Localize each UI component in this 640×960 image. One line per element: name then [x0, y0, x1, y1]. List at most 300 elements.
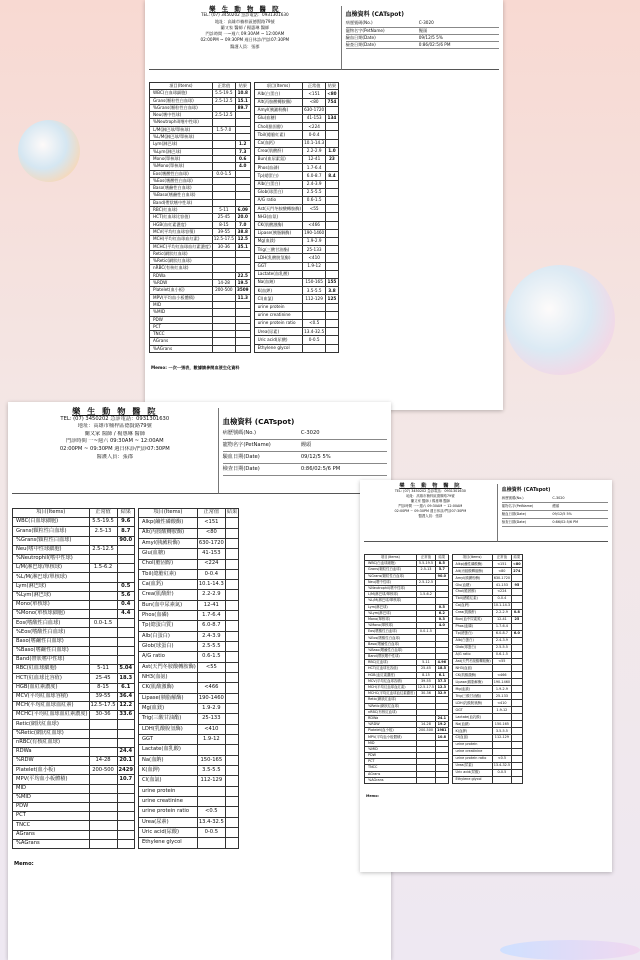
test-item-name: Lactate(血乳酸): [138, 745, 197, 755]
table-row: [254, 328, 338, 336]
reference-range: 112-129: [492, 735, 511, 742]
hospital-info: [12, 408, 218, 494]
report-title: [223, 418, 387, 426]
test-result-value: [326, 213, 338, 221]
test-item-name: GGT: [452, 707, 492, 714]
test-result-value: [326, 229, 338, 237]
table-row: [452, 595, 522, 602]
reference-range: 0-0.5: [197, 828, 225, 838]
patient-fields: [502, 495, 608, 527]
test-item-name: Bun(血尿素氮): [254, 155, 302, 163]
patient-field-label: 寵物名字(PetName): [222, 441, 271, 448]
test-result-value: <80: [326, 90, 338, 98]
test-result-value: [225, 786, 238, 796]
hospital-hours: 門診時間 一~週六 09:30AM ~ 12:00AM: [66, 438, 164, 445]
test-result-value: 90.0: [436, 573, 448, 579]
test-result-value: [512, 623, 523, 630]
patient-field-label: 檢查日期(Date): [501, 520, 527, 524]
reference-range: 1.7-6.4: [492, 623, 511, 630]
test-result-value: 4.0: [436, 623, 448, 629]
reference-range: [303, 303, 326, 311]
reference-range: [492, 748, 511, 755]
test-item-name: MID: [150, 301, 213, 308]
table-row: [13, 628, 135, 637]
table-row: [13, 573, 135, 582]
test-result-value: [117, 793, 134, 802]
reference-range: 630-1720: [197, 538, 225, 548]
test-result-value: [225, 652, 238, 662]
reference-range: [197, 838, 225, 849]
table-row: [254, 147, 338, 155]
test-result-value: [225, 569, 238, 579]
table-row: [254, 344, 338, 352]
test-item-name: urine creatinine: [452, 748, 492, 755]
test-item-name: Tbil(總膽紅素): [138, 569, 197, 579]
test-result-value: 6.1: [117, 683, 134, 692]
table-row: [13, 711, 135, 720]
table-row: [452, 686, 522, 693]
test-item-name: Platelet(血小板): [365, 728, 417, 734]
test-item-name: Alkp(鹼性磷酸酶): [138, 518, 197, 528]
table-row: [150, 119, 251, 126]
table-row: [452, 735, 522, 742]
test-item-name: Phos(血磷): [452, 623, 492, 630]
test-result-value: [512, 762, 523, 769]
test-result-value: [225, 838, 238, 849]
test-result-value: [326, 319, 338, 327]
reference-range: 1.9-2.9: [303, 237, 326, 245]
chemistry-table: [452, 554, 523, 784]
table-row: [138, 621, 238, 631]
patient-field-label: 病歷號碼(No.): [501, 496, 524, 500]
reference-range: 13.4-32.5: [303, 328, 326, 336]
test-item-name: MPV(平均血小板體積): [150, 294, 213, 301]
patient-field-value: 饅頭: [552, 504, 560, 508]
table-row: [452, 623, 522, 630]
reference-range: <224: [303, 123, 326, 131]
test-result-value: 24.4: [117, 747, 134, 756]
test-item-name: Crea(肌酸酐): [452, 609, 492, 616]
test-item-name: urine protein ratio: [138, 807, 197, 817]
reference-range: [89, 582, 117, 591]
test-result-value: [235, 265, 250, 272]
test-result-value: 20.1: [117, 757, 134, 766]
reference-range: 1.5-6.2: [416, 592, 435, 598]
table-row: [138, 838, 238, 849]
table-row: [13, 830, 135, 839]
reference-range: [197, 786, 225, 796]
table-row: [254, 114, 338, 122]
patient-field-label: 病歷號碼(No.): [222, 429, 256, 436]
test-result-value: [326, 311, 338, 319]
table-row: [150, 294, 251, 301]
test-result-value: [225, 683, 238, 693]
test-item-name: %Lym(淋巴球): [13, 591, 90, 600]
test-result-value: 6.0: [512, 630, 523, 637]
test-item-name: HCT(紅血球比容值): [365, 666, 417, 672]
test-item-name: Neu(嗜中性球): [365, 579, 417, 585]
test-item-name: L/M(淋巴球/單核球): [13, 564, 90, 573]
test-result-value: [512, 575, 523, 582]
reference-range: [212, 316, 235, 323]
test-result-value: [326, 328, 338, 336]
table-row: [138, 745, 238, 755]
table-row: [138, 549, 238, 559]
reference-range: <80: [197, 528, 225, 538]
test-item-name: Cl(血氯): [138, 776, 197, 786]
test-result-value: 125: [326, 295, 338, 303]
test-result-value: [326, 205, 338, 213]
test-item-name: Crea(肌酸酐): [254, 147, 302, 155]
table-row: [254, 319, 338, 327]
patient-field-row: [223, 464, 387, 476]
table-row: [13, 803, 135, 812]
test-result-value: [512, 721, 523, 728]
test-item-name: Alb(白蛋白): [138, 631, 197, 641]
table-row: [150, 265, 251, 272]
table-row: [138, 673, 238, 683]
table-row: [150, 280, 251, 287]
reference-range: [89, 839, 117, 848]
table-row: [254, 237, 338, 245]
reference-range: <466: [492, 672, 511, 679]
test-item-name: CK(肌酸激酶): [452, 672, 492, 679]
test-result-value: [512, 776, 523, 783]
hospital-name: 樂 生 動 物 醫 院: [399, 483, 462, 489]
test-item-name: HCT(紅血球比容值): [150, 214, 213, 221]
test-item-name: Amyl(胰澱粉酶): [254, 106, 302, 114]
test-item-name: GGT: [254, 262, 302, 270]
hospital-hours: 02:00PM ~ 09:30PM 週日休診/門診07:30PM: [59, 445, 170, 452]
reference-range: [212, 323, 235, 330]
test-result-value: [225, 549, 238, 559]
test-item-name: %Mono(單核球): [150, 163, 213, 170]
test-result-value: [225, 735, 238, 745]
reference-range: <410: [492, 700, 511, 707]
test-item-name: MCV(平均紅血球容積): [13, 692, 90, 701]
patient-field-value: 09/12/5 5%: [300, 453, 331, 460]
test-result-value: [117, 812, 134, 821]
patient-field-row: [346, 20, 499, 27]
test-item-name: Platelet(血小板): [150, 287, 213, 294]
test-item-name: NH3(血氨): [254, 213, 302, 221]
reference-range: [212, 345, 235, 352]
test-result-value: [225, 745, 238, 755]
reference-range: [212, 177, 235, 184]
test-result-value: 4.0: [235, 163, 250, 170]
test-result-value: [326, 254, 338, 262]
table-row: [150, 141, 251, 148]
test-result-value: 6.1: [436, 672, 448, 678]
reference-range: 2.4-3.9: [197, 631, 225, 641]
table-row: [452, 748, 522, 755]
table-row: [254, 229, 338, 237]
patient-info: [341, 6, 499, 70]
test-item-name: MCHC(平均紅血球血紅素濃度): [150, 243, 213, 250]
table-row: [13, 683, 135, 692]
test-item-name: PDW: [150, 316, 213, 323]
test-result-value: 6.09: [235, 207, 250, 214]
reference-range: 5-11: [89, 665, 117, 674]
test-result-value: 15.1: [235, 97, 250, 104]
test-item-name: RBC(紅血球細胞): [13, 665, 90, 674]
test-item-name: Band(帶狀嗜中性球): [13, 656, 90, 665]
test-result-value: [235, 258, 250, 265]
table-row: [254, 106, 338, 114]
reference-range: 1.7-6.4: [303, 164, 326, 172]
reference-range: 30-36: [212, 243, 235, 250]
test-result-value: 36.4: [117, 692, 134, 701]
table-row: [452, 693, 522, 700]
test-result-value: [225, 590, 238, 600]
table-row: [150, 90, 251, 97]
reference-range: 0.6-1.5: [197, 652, 225, 662]
reference-range: 6.0-8.7: [492, 630, 511, 637]
reference-range: [303, 270, 326, 278]
reference-range: [212, 301, 235, 308]
test-result-value: 10.8: [235, 90, 250, 97]
reference-range: <55: [197, 662, 225, 672]
memo: Memo:: [14, 860, 34, 867]
test-item-name: MCH(平均紅血球血紅素): [150, 236, 213, 243]
reference-range: [89, 573, 117, 582]
reference-range: 39-55: [89, 692, 117, 701]
table-row: [13, 674, 135, 683]
test-result-value: [225, 807, 238, 817]
report-title-en: (CATspot): [254, 417, 295, 426]
test-item-name: Retic(網狀紅血球): [365, 697, 417, 703]
table-row: [452, 700, 522, 707]
test-result-value: [117, 821, 134, 830]
table-row: [13, 839, 135, 848]
patient-fields: [346, 20, 499, 49]
table-row: [138, 735, 238, 745]
test-item-name: %L/M(淋巴球/單核球): [365, 598, 417, 604]
reference-range: 8-15: [416, 672, 435, 678]
table-row: [254, 164, 338, 172]
table-row: [150, 104, 251, 111]
reference-range: 13.4-32.5: [493, 763, 511, 768]
test-item-name: Lym(淋巴球): [13, 582, 90, 591]
test-item-name: Platelet(血小板): [13, 766, 90, 775]
table-row: [254, 180, 338, 188]
reference-range: <55: [492, 658, 511, 665]
patient-field-value: C-3020: [418, 20, 434, 26]
reference-range: 41-153: [492, 582, 511, 589]
table-row: [13, 554, 135, 563]
reference-range: [212, 119, 235, 126]
table-row: [150, 163, 251, 170]
table-row: [13, 757, 135, 766]
test-item-name: Trig(三酸甘油酯): [138, 714, 197, 724]
test-item-name: Eos(嗜酸性白血球): [150, 170, 213, 177]
reference-range: [89, 600, 117, 609]
col-header-item: 項目(Items): [365, 555, 417, 561]
test-result-value: 35.1: [235, 243, 250, 250]
hospital-tel: TEL: (07) 3450202 急診電話：0931301630: [394, 489, 466, 493]
test-result-value: [512, 602, 523, 609]
patient-field-value: 0:86/02:5/6 PM: [552, 520, 579, 524]
reference-range: 1.5-6.2: [89, 564, 117, 573]
reference-range: 2.5-5.5: [197, 642, 225, 652]
table-row: [138, 724, 238, 734]
report-header: [360, 480, 612, 542]
table-row: [13, 793, 135, 802]
test-item-name: RBC(紅血球): [150, 207, 213, 214]
reference-range: <151: [197, 518, 225, 528]
test-item-name: Chol(膽固醇): [452, 589, 492, 596]
table-row: [254, 213, 338, 221]
patient-info: [497, 484, 608, 542]
results-tables: [145, 78, 503, 357]
table-row: [452, 762, 522, 769]
reference-range: 1.7-6.4: [197, 611, 225, 621]
test-item-name: CK(肌酸激酶): [254, 221, 302, 229]
patient-field-row: [502, 511, 608, 519]
reference-range: [89, 747, 117, 756]
test-item-name: Glob(球蛋白): [138, 642, 197, 652]
table-row: [138, 662, 238, 672]
patient-field-row: [223, 428, 387, 440]
test-result-value: [117, 720, 134, 729]
reference-range: 2.5-13: [416, 567, 435, 573]
reference-range: 0-0.4: [492, 595, 511, 602]
test-item-name: WBC(白血球細胞): [13, 518, 90, 527]
test-result-value: [512, 679, 523, 686]
col-header-item: 項目(Items): [452, 555, 492, 561]
hospital-name: 樂 生 動 物 醫 院: [209, 5, 281, 13]
test-item-name: Alt(丙胺酸轉胺酶): [254, 98, 302, 106]
table-row: [138, 569, 238, 579]
test-result-value: [512, 672, 523, 679]
table-row: [13, 821, 135, 830]
reference-range: 8-15: [212, 221, 235, 228]
table-row: [13, 701, 135, 710]
reference-range: 8-15: [89, 683, 117, 692]
test-result-value: [225, 528, 238, 538]
test-item-name: NH3(血氨): [452, 665, 492, 672]
reference-range: <80: [492, 568, 511, 575]
table-row: [13, 619, 135, 628]
test-item-name: Alt(丙胺酸轉胺酶): [138, 528, 197, 538]
test-result-value: 134: [326, 114, 338, 122]
test-result-value: [235, 345, 250, 352]
test-result-value: [117, 729, 134, 738]
reference-range: 39-55: [212, 228, 235, 235]
patient-field-value: 饅頭: [300, 441, 312, 448]
test-result-value: [225, 631, 238, 641]
test-item-name: %AGrans: [13, 839, 90, 848]
reference-range: [89, 656, 117, 665]
test-result-value: [512, 644, 523, 651]
hospital-doctor: 蘭又家 醫師 / 楊惠琳 醫師: [410, 499, 451, 503]
reference-range: 200-500: [212, 287, 235, 294]
table-row: [138, 652, 238, 662]
test-result-value: <80: [513, 561, 521, 566]
table-row: [138, 518, 238, 528]
test-item-name: Tp(總蛋白): [254, 172, 302, 180]
test-item-name: %Baso(嗜鹼性白血球): [365, 647, 417, 653]
test-result-value: [225, 518, 238, 528]
test-item-name: Lipase(胰脂解酶): [452, 679, 492, 686]
test-item-name: RDWa: [365, 715, 417, 721]
table-row: [13, 646, 135, 655]
reference-range: [89, 812, 117, 821]
reference-range: 2.5-5.5: [492, 644, 511, 651]
reference-range: 0.0-1.5: [212, 170, 235, 177]
test-item-name: Mg(血鎂): [254, 237, 302, 245]
test-item-name: WBC(白血球細胞): [365, 561, 417, 567]
hospital-tel: TEL: (07) 3450202 急診電話：0931301630: [60, 415, 170, 422]
test-result-value: [512, 714, 523, 721]
reference-range: [492, 741, 511, 748]
test-result-value: [235, 250, 250, 257]
test-item-name: Ethylene glycol: [138, 838, 197, 849]
reference-range: 2.5-5.5: [303, 188, 326, 196]
reference-range: <55: [303, 205, 326, 213]
test-item-name: Baso(嗜鹼性白血球): [150, 185, 213, 192]
reference-range: 12-41: [197, 600, 225, 610]
test-result-value: 1981: [437, 728, 447, 733]
reference-range: [197, 745, 225, 755]
table-row: [254, 123, 338, 131]
table-row: [138, 611, 238, 621]
reference-range: [89, 628, 117, 637]
reference-range: [89, 830, 117, 839]
table-row: [150, 221, 251, 228]
reference-range: 14-28: [416, 722, 435, 728]
reference-range: 13.4-32.5: [197, 817, 225, 827]
test-result-value: [117, 545, 134, 554]
reference-range: [89, 793, 117, 802]
test-result-value: [235, 119, 250, 126]
test-item-name: nRBC(有核紅血球): [13, 738, 90, 747]
table-row: [150, 258, 251, 265]
reference-range: [212, 250, 235, 257]
test-item-name: CK(肌酸激酶): [138, 683, 197, 693]
reference-range: 150-165: [303, 278, 326, 286]
reference-range: [89, 720, 117, 729]
table-row: [452, 568, 522, 575]
test-result-value: [512, 651, 523, 658]
reference-range: 0-0.4: [303, 131, 326, 139]
reference-range: 5.5-19.5: [89, 518, 117, 527]
reference-range: 5.5-19.5: [212, 90, 235, 97]
test-item-name: urine protein: [138, 786, 197, 796]
test-item-name: MCH(平均紅血球血紅素): [13, 701, 90, 710]
test-item-name: NH3(血氨): [138, 673, 197, 683]
reference-range: 190-1460: [197, 693, 225, 703]
test-result-value: 4.4: [117, 610, 134, 619]
test-item-name: %L/M(淋巴球/單核球): [13, 573, 90, 582]
hospital-hours: 02:00PM ~ 09:30PM 週日休診/門診07:30PM: [200, 37, 290, 43]
test-result-value: [326, 139, 338, 147]
test-result-value: [117, 830, 134, 839]
table-row: [150, 199, 251, 206]
test-result-value: [512, 693, 523, 700]
memo: Memo:: [366, 793, 379, 798]
table-row: [138, 797, 238, 807]
test-item-name: Chol(膽固醇): [138, 559, 197, 569]
col-header-item: 項目(Items): [254, 83, 302, 90]
reference-range: 6.0-8.7: [303, 172, 326, 180]
test-result-value: [225, 724, 238, 734]
test-item-name: %Neutrophil(嗜中性球): [13, 554, 90, 563]
table-row: [254, 311, 338, 319]
table-row: [452, 637, 522, 644]
reference-range: [212, 134, 235, 141]
test-item-name: Cl(血氯): [254, 295, 302, 303]
